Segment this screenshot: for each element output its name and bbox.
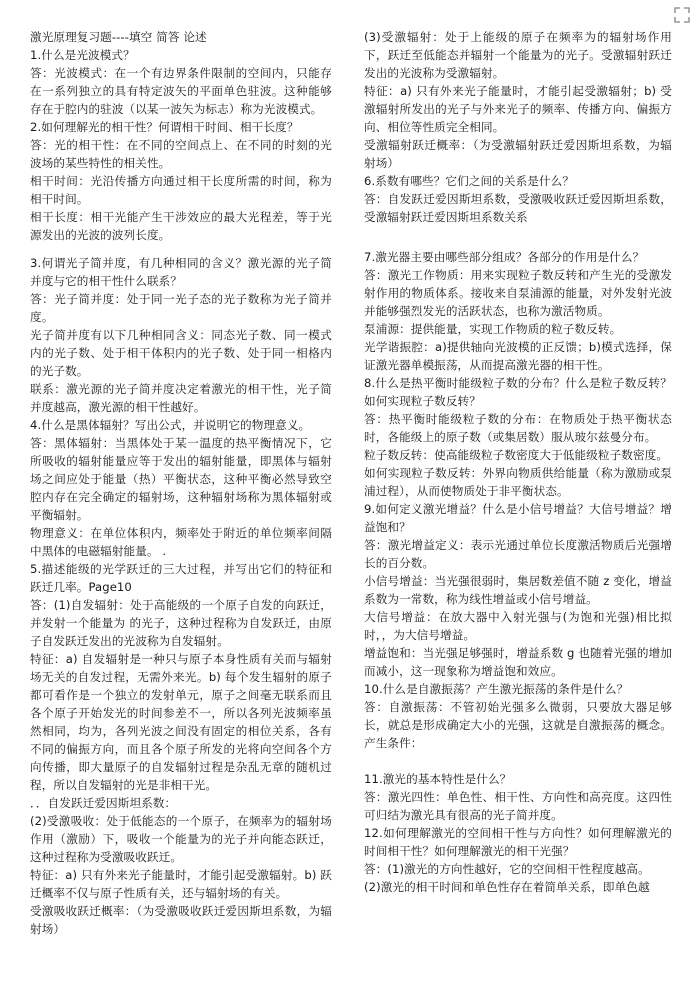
paragraph: 答：激光工作物质：用来实现粒子数反转和产生光的受激发射作用的物质体系。接收来自泵浦源的能量，对外发射光波并能够强烈发光的活跃状态，也称为激活物质。 — [364, 268, 672, 318]
paragraph: 6.系数有哪些？它们之间的关系是什么？ — [364, 174, 575, 188]
paragraph: 5.描述能级的光学跃迁的三大过程，并写出它们的特征和跃迁几率。Page10 — [30, 562, 332, 594]
paragraph: 相干长度：相干光能产生干涉效应的最大光程差，等于光源发出的光波的波列长度。 — [30, 210, 332, 242]
paragraph: 物理意义：在单位体积内，频率处于附近的单位频率间隔中黑体的电磁辐射能量。 . — [30, 526, 332, 558]
paragraph: 答：热平衡时能级粒子数的分布：在物质处于热平衡状态时，各能级上的原子数（或集居数）服从玻尔兹曼分布。 — [364, 412, 672, 444]
paragraph: 7.激光器主要由哪些部分组成？各部分的作用是什么？ — [364, 250, 645, 264]
paragraph: 光学谐振腔：a)提供轴向光波模的正反馈；b)模式选择，保证激光器单模振荡，从而提高激光器的相干性。 — [364, 340, 672, 372]
paragraph: 答：(1)自发辐射：处于高能级的一个原子自发的向跃迁，并发射一个能量为 的光子，这种过程称为自发跃迁，由原子自发跃迁发出的光波称为自发辐射。 — [30, 598, 332, 648]
paragraph: 3.何谓光子简并度，有几种相同的含义？激光源的光子简并度与它的相干性什么联系？ — [30, 256, 332, 288]
paragraph: 答：光波模式：在一个有边界条件限制的空间内，只能存在一系列独立的具有特定波矢的平面单色驻波。这种能够存在于腔内的驻波（以某一波矢为标志）称为光波模式。 — [30, 66, 332, 116]
paragraph: 2.如何理解光的相干性？何谓相干时间、相干长度？ — [30, 120, 299, 134]
paragraph: 1.什么是光波模式？ — [30, 48, 135, 62]
paragraph: 11.激光的基本特性是什么？ — [364, 772, 512, 786]
paragraph: 粒子数反转：使高能级粒子数密度大于低能级粒子数密度。 — [364, 448, 669, 462]
paragraph: 受激辐射跃迁概率：（为受激辐射跃迁爱因斯坦系数，为辐射场） — [364, 138, 672, 170]
paragraph: 如何实现粒子数反转：外界向物质供给能量（称为激励或泵浦过程），从而使物质处于非平衡状态。 — [364, 466, 672, 498]
paragraph: 答：自激振荡：不管初始光强多么微弱，只要放大器足够长，就总是形成确定大小的光强，这就是自激振荡的概念。产生条件： — [364, 700, 672, 750]
paragraph: 答：光的相干性：在不同的空间点上、在不同的时刻的光波场的某些特性的相关性。 — [30, 138, 332, 170]
paragraph: 答：光子简并度：处于同一光子态的光子数称为光子简并度。 — [30, 292, 332, 324]
paragraph: 增益饱和：当光强足够强时，增益系数 g 也随着光强的增加而减小，这一现象称为增益饱和效应。 — [364, 646, 672, 678]
paragraph: 10.什么是自激振荡？产生激光振荡的条件是什么？ — [364, 682, 629, 696]
paragraph: 9.如何定义激光增益？什么是小信号增益？大信号增益？增益饱和？ — [364, 502, 672, 534]
paragraph: 光子简并度有以下几种相同含义：同态光子数、同一模式内的光子数、处于相干体积内的光子数、处于同一相格内的光子数。 — [30, 328, 332, 378]
right-column — [364, 28, 672, 986]
paragraph: 答：(1)激光的方向性越好，它的空间相干性程度越高。 — [364, 862, 650, 876]
paragraph: 答：黑体辐射：当黑体处于某一温度的热平衡情况下，它所吸收的辐射能量应等于发出的辐射能量，即黑体与辐射场之间应处于能量（热）平衡状态，这种平衡必然导致空腔内存在完全确定的辐射场，这种辐射场称为黑体辐射或平衡辐射。 — [30, 436, 332, 522]
paragraph: 大信号增益：在放大器中入射光强与(为饱和光强)相比拟时，，为大信号增益。 — [364, 610, 672, 642]
paragraph: 特征：a) 只有外来光子能量时，才能引起受激辐射。b) 跃迁概率不仅与原子性质有关，还与辐射场的有关。 — [30, 868, 332, 900]
paragraph: 联系：激光源的光子简并度决定着激光的相干性，光子简并度越高，激光源的相干性越好。 — [30, 382, 332, 414]
paragraph: 12.如何理解激光的空间相干性与方向性？如何理解激光的时间相干性？如何理解激光的相干光强？ — [364, 826, 672, 858]
paragraph: 泵浦源：提供能量，实现工作物质的粒子数反转。 — [364, 322, 622, 336]
paragraph: (3)受激辐射：处于上能级的原子在频率为的辐射场作用下，跃迁至低能态并辐射一个能量为的光子。受激辐射跃迁发出的光波称为受激辐射。 — [364, 30, 672, 80]
paragraph: 激光原理复习题----填空 简答 论述 — [30, 30, 207, 44]
paragraph: ．．自发跃迁爱因斯坦系数： — [30, 796, 177, 810]
paragraph: 相干时间：光沿传播方向通过相干长度所需的时间，称为相干时间。 — [30, 174, 332, 206]
expand-icon[interactable] — [673, 6, 691, 24]
paragraph: 答：激光增益定义：表示光通过单位长度激活物质后光强增长的百分数。 — [364, 538, 672, 570]
paragraph: 特征：a) 只有外来光子能量时，才能引起受激辐射；b) 受激辐射所发出的光子与外来光子的频率、传播方向、偏振方向、相位等性质完全相同。 — [364, 84, 672, 134]
paragraph: 受激吸收跃迁概率：（为受激吸收跃迁爱因斯坦系数，为辐射场） — [30, 904, 332, 936]
paragraph: (2)激光的相干时间和单色性存在着简单关系，即单色越 — [364, 880, 650, 894]
paragraph: 答：自发跃迁爱因斯坦系数，受激吸收跃迁爱因斯坦系数，受激辐射跃迁爱因斯坦系数关系 — [364, 192, 672, 224]
left-column — [30, 28, 332, 986]
paragraph: 特征：a) 自发辐射是一种只与原子本身性质有关而与辐射场无关的自发过程，无需外来光。b) 每个发生辐射的原子都可看作是一个独立的发射单元，原子之间毫无联系而且各个原子开始发光的时间参差不一，所以各列光波频率虽然相同，均为，各列光波之间没有固定的相位关系，各有不同的偏振方向，而且各个原子所发的光将向空间各个方向传播，即大量原子的自发辐射过程是杂乱无章的随机过程，所以自发辐射的光是非相干光。 — [30, 652, 332, 792]
paragraph: (2)受激吸收：处于低能态的一个原子，在频率为的辐射场作用（激励）下，吸收一个能量为的光子并向能态跃迁，这种过程称为受激吸收跃迁。 — [30, 814, 332, 864]
paragraph: 答：激光四性：单色性、相干性、方向性和高亮度。这四性可归结为激光具有很高的光子简并度。 — [364, 790, 672, 822]
paragraph: 小信号增益：当光强很弱时，集居数差值不随 z 变化，增益系数为一常数，称为线性增益或小信号增益。 — [364, 574, 672, 606]
paragraph: 4.什么是黑体辐射？写出公式，并说明它的物理意义。 — [30, 418, 311, 432]
paragraph: 8.什么是热平衡时能级粒子数的分布？什么是粒子数反转？如何实现粒子数反转？ — [364, 376, 672, 408]
